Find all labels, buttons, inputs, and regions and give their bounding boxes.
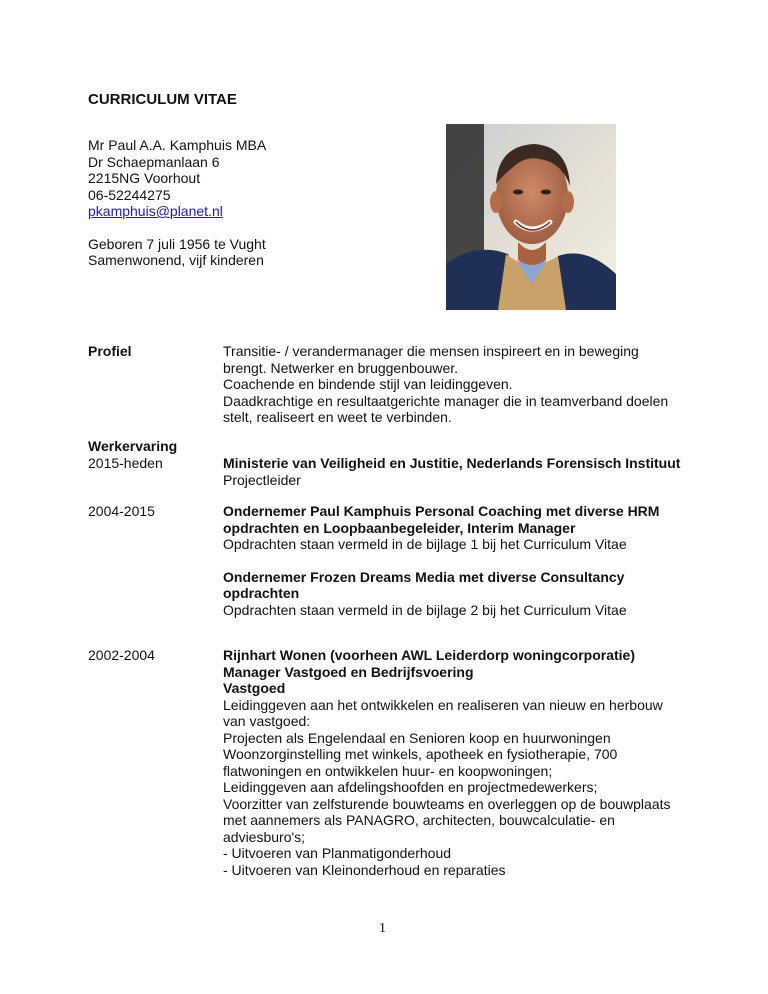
entry-line: Projecten als Engelendaal en Senioren koop en huurwoningen — [223, 729, 611, 746]
contact-block — [88, 137, 266, 269]
profile-line: stelt, realiseert en weet te verbinden. — [223, 409, 452, 425]
portrait-illustration — [446, 124, 616, 310]
entry-line: flatwoningen en ontwikkelen huur- en koopwoningen; — [223, 762, 553, 779]
employer-name: Ministerie van Veiligheid en Justitie, Nederlands Forensisch Instituut — [223, 455, 681, 471]
entry-line: van vastgoed: — [223, 713, 311, 729]
contact-phone: 06-52244275 — [88, 186, 171, 203]
entry-line: adviesburo's; — [223, 828, 306, 845]
family-status: Samenwonend, vijf kinderen — [88, 252, 264, 268]
employer-name: Rijnhart Wonen (voorheen AWL Leiderdorp woningcorporatie) — [223, 647, 635, 663]
period-2002: 2002-2004 — [88, 647, 155, 663]
section-label-profile: Profiel — [88, 343, 132, 359]
entry-subhead: Vastgoed — [223, 680, 286, 696]
period-2015: 2015-heden — [88, 455, 163, 471]
job-role: Manager Vastgoed en Bedrijfsvoering — [223, 663, 474, 680]
entry-line: Leidinggeven aan afdelingshoofden en projectmedewerkers; — [223, 779, 598, 795]
profile-line: Transitie- / verandermanager die mensen inspireert en in beweging — [223, 343, 639, 359]
entry-line: met aannemers als PANAGRO, architecten, bouwcalculatie- en — [223, 812, 615, 828]
job-role: Projectleider — [223, 471, 301, 488]
entry-line: Woonzorginstelling met winkels, apotheek en fysiotherapie, 700 — [223, 746, 618, 762]
entry-line: Voorzitter van zelfsturende bouwteams en overleggen op de bouwplaats — [223, 795, 671, 812]
entry-note: Opdrachten staan vermeld in de bijlage 1 bij het Curriculum Vitae — [223, 536, 627, 552]
birth-info: Geboren 7 juli 1956 te Vught — [88, 235, 266, 252]
profile-line: Daadkrachtige en resultaatgerichte manager die in teamverband doelen — [223, 392, 669, 409]
profile-line: brengt. Netwerker en bruggenbouwer. — [223, 359, 459, 376]
document-title: CURRICULUM VITAE — [88, 91, 237, 108]
employer-name: Ondernemer Frozen Dreams Media met diverse Consultancy — [223, 568, 625, 585]
section-label-experience: Werkervaring — [88, 438, 178, 454]
entry-line: Leidinggeven aan het ontwikkelen en realiseren van nieuw en herbouw — [223, 696, 663, 713]
contact-name: Mr Paul A.A. Kamphuis MBA — [88, 137, 267, 153]
profile-text — [223, 343, 683, 426]
employer-name: opdrachten — [223, 585, 300, 601]
experience-entry — [223, 647, 683, 878]
page-number: 1 — [379, 921, 386, 936]
entry-note: Opdrachten staan vermeld in de bijlage 2 bij het Curriculum Vitae — [223, 601, 627, 618]
contact-street: Dr Schaepmanlaan 6 — [88, 153, 220, 170]
experience-entry — [223, 503, 683, 618]
entry-line: - Uitvoeren van Planmatigonderhoud — [223, 845, 452, 861]
entry-line: - Uitvoeren van Kleinonderhoud en reparaties — [223, 861, 506, 878]
experience-entry — [223, 455, 683, 488]
portrait-photo — [446, 124, 616, 310]
period-2004: 2004-2015 — [88, 503, 155, 519]
employer-name: Ondernemer Paul Kamphuis Personal Coaching met diverse HRM — [223, 503, 660, 519]
employer-name: opdrachten en Loopbaanbegeleider, Interim Manager — [223, 519, 576, 536]
profile-line: Coachende en bindende stijl van leidinggeven. — [223, 376, 513, 392]
contact-email-link[interactable]: pkamphuis@planet.nl — [88, 203, 223, 219]
contact-city: 2215NG Voorhout — [88, 170, 201, 186]
